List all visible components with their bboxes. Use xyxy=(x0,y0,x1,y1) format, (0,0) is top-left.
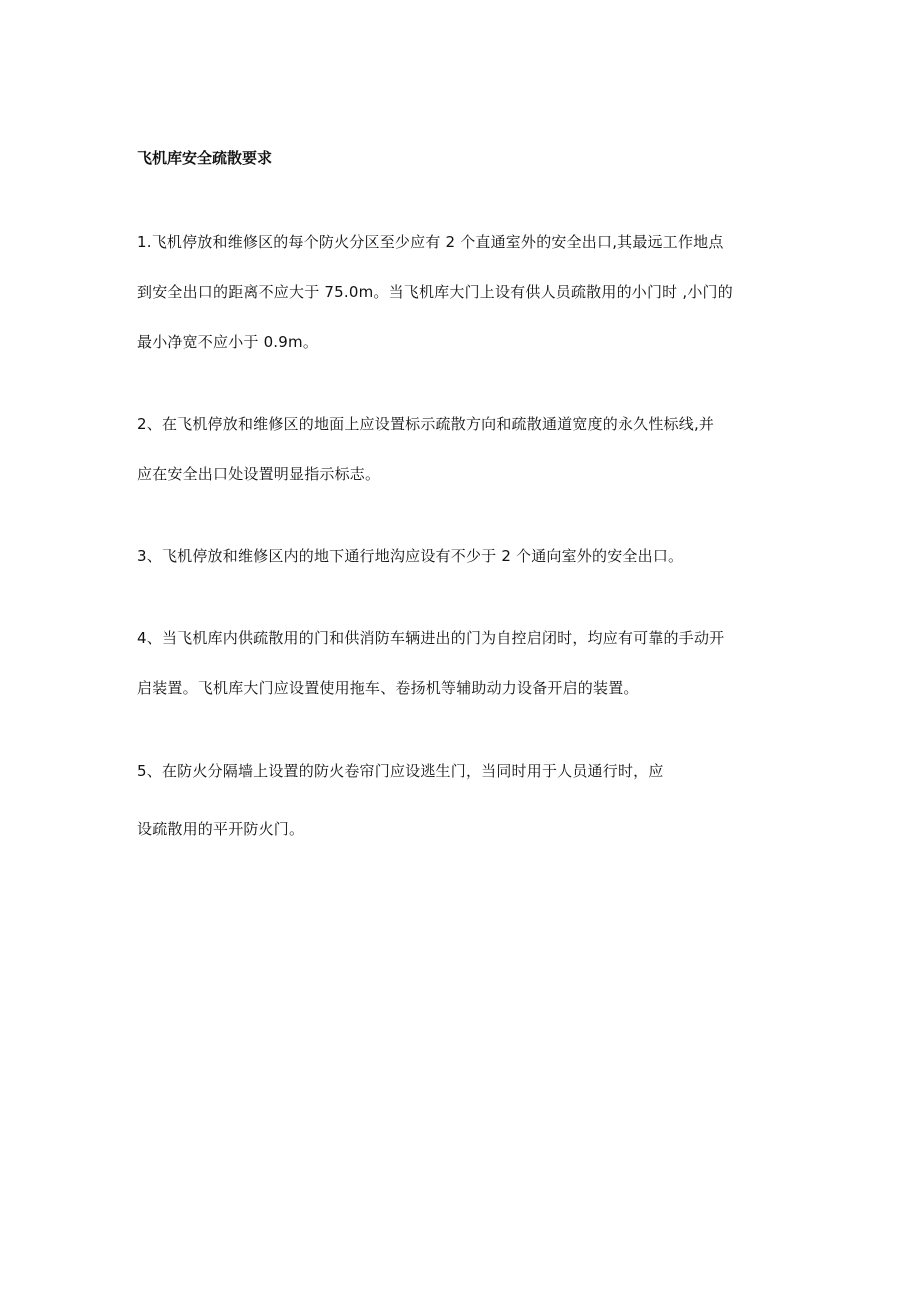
item-4-line-1: 4、当飞机库内供疏散用的门和供消防车辆进出的门为自控启闭时，均应有可靠的手动开 xyxy=(137,629,725,647)
item-1-line-2: 到安全出口的距离不应大于 75.0m。当飞机库大门上设有供人员疏散用的小门时 ,小门的 xyxy=(137,283,733,301)
item-1-line-3: 最小净宽不应小于 0.9m。 xyxy=(137,333,319,351)
item-2-line-1: 2、在飞机停放和维修区的地面上应设置标示疏散方向和疏散通道宽度的永久性标线,并 xyxy=(137,415,715,433)
document-title: 飞机库安全疏散要求 xyxy=(137,149,273,167)
item-5-line-2: 设疏散用的平开防火门。 xyxy=(137,820,305,838)
item-2-line-2: 应在安全出口处设置明显指示标志。 xyxy=(137,465,381,483)
item-5-line-1: 5、在防火分隔墙上设置的防火卷帘门应设逃生门，当同时用于人员通行时，应 xyxy=(137,762,664,780)
item-3-line-1: 3、飞机停放和维修区内的地下通行地沟应设有不少于 2 个通向室外的安全出口。 xyxy=(137,547,684,565)
item-1-line-1: 1.飞机停放和维修区的每个防火分区至少应有 2 个直通室外的安全出口,其最远工作地点 xyxy=(137,233,724,251)
item-4-line-2: 启装置。飞机库大门应设置使用拖车、卷扬机等辅助动力设备开启的装置。 xyxy=(137,679,639,697)
